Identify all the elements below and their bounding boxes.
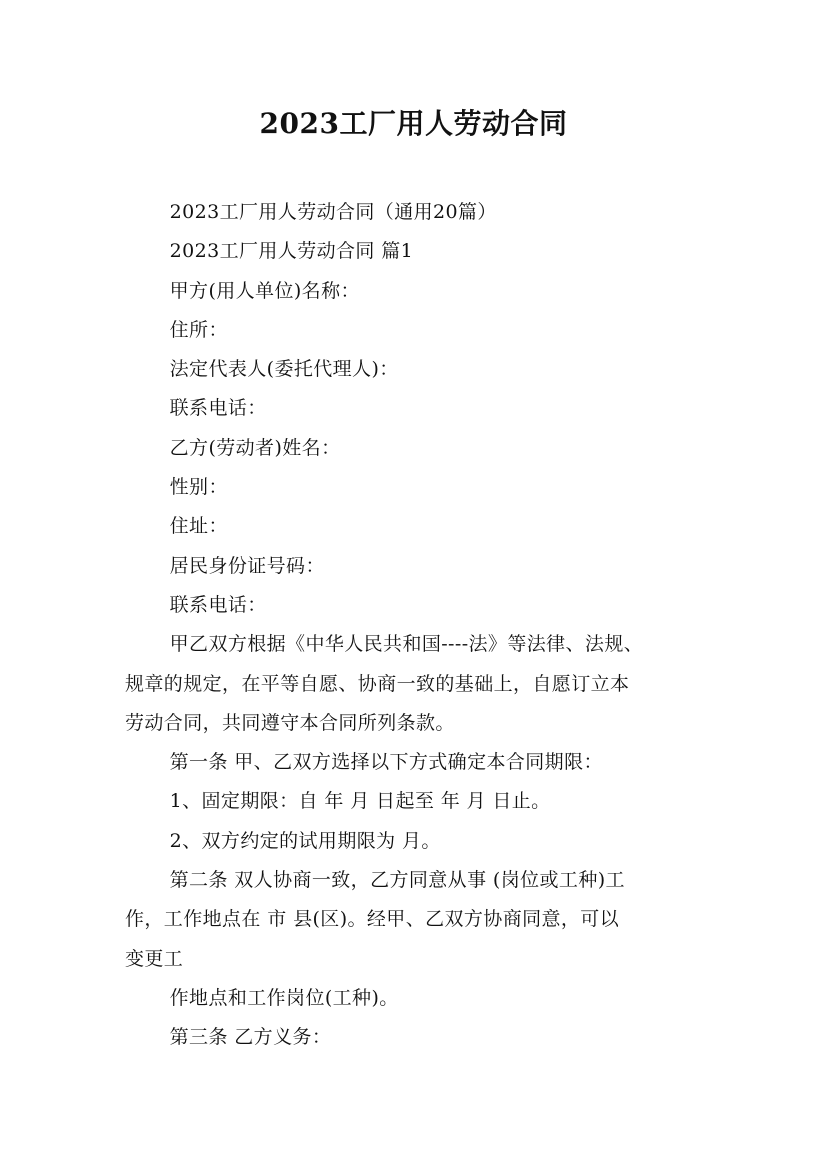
subtitle-line: 2023工厂用人劳动合同（通用20篇） [169,201,497,223]
party-b-address-field: 住址： [169,515,228,538]
article-2-line-2: 作，工作地点在 市 县(区)。经甲、乙双方协商同意，可以 [125,908,620,931]
article-1-heading: 第一条 甲、乙双方选择以下方式确定本合同期限： [169,751,603,774]
party-b-id-field: 居民身份证号码： [169,554,325,577]
section-heading: 2023工厂用人劳动合同 篇1 [169,240,414,263]
article-2-paragraph [125,861,707,979]
document-title: 2023工厂用人劳动合同 [259,107,568,140]
article-2-line-3: 变更工 [125,947,184,970]
article-2-continuation: 作地点和工作岗位(工种)。 [169,986,399,1009]
preamble-line-1: 甲乙双方根据《中华人民共和国----法》等法律、法规、 [169,633,644,656]
preamble-line-2: 规章的规定，在平等自愿、协商一致的基础上，自愿订立本 [125,672,630,695]
article-1-item-1: 1、固定期限：自 年 月 日起至 年 月 日止。 [169,790,551,813]
party-b-name-field: 乙方(劳动者)姓名： [169,436,341,459]
party-b-phone-field: 联系电话： [169,593,267,616]
preamble-paragraph [125,625,707,743]
article-2-line-1: 第二条 双人协商一致，乙方同意从事 (岗位或工种)工 [169,869,625,892]
document-body [125,193,707,1058]
party-a-name-field: 甲方(用人单位)名称： [169,279,360,302]
party-a-representative-field: 法定代表人(委托代理人)： [169,358,399,381]
preamble-line-3: 劳动合同，共同遵守本合同所列条款。 [125,711,455,734]
party-a-phone-field: 联系电话： [169,397,267,420]
party-b-gender-field: 性别： [169,476,228,499]
article-3-heading: 第三条 乙方义务： [169,1026,332,1049]
article-1-item-2: 2、双方约定的试用期限为 月。 [169,829,441,852]
party-a-address-field: 住所： [169,318,228,341]
